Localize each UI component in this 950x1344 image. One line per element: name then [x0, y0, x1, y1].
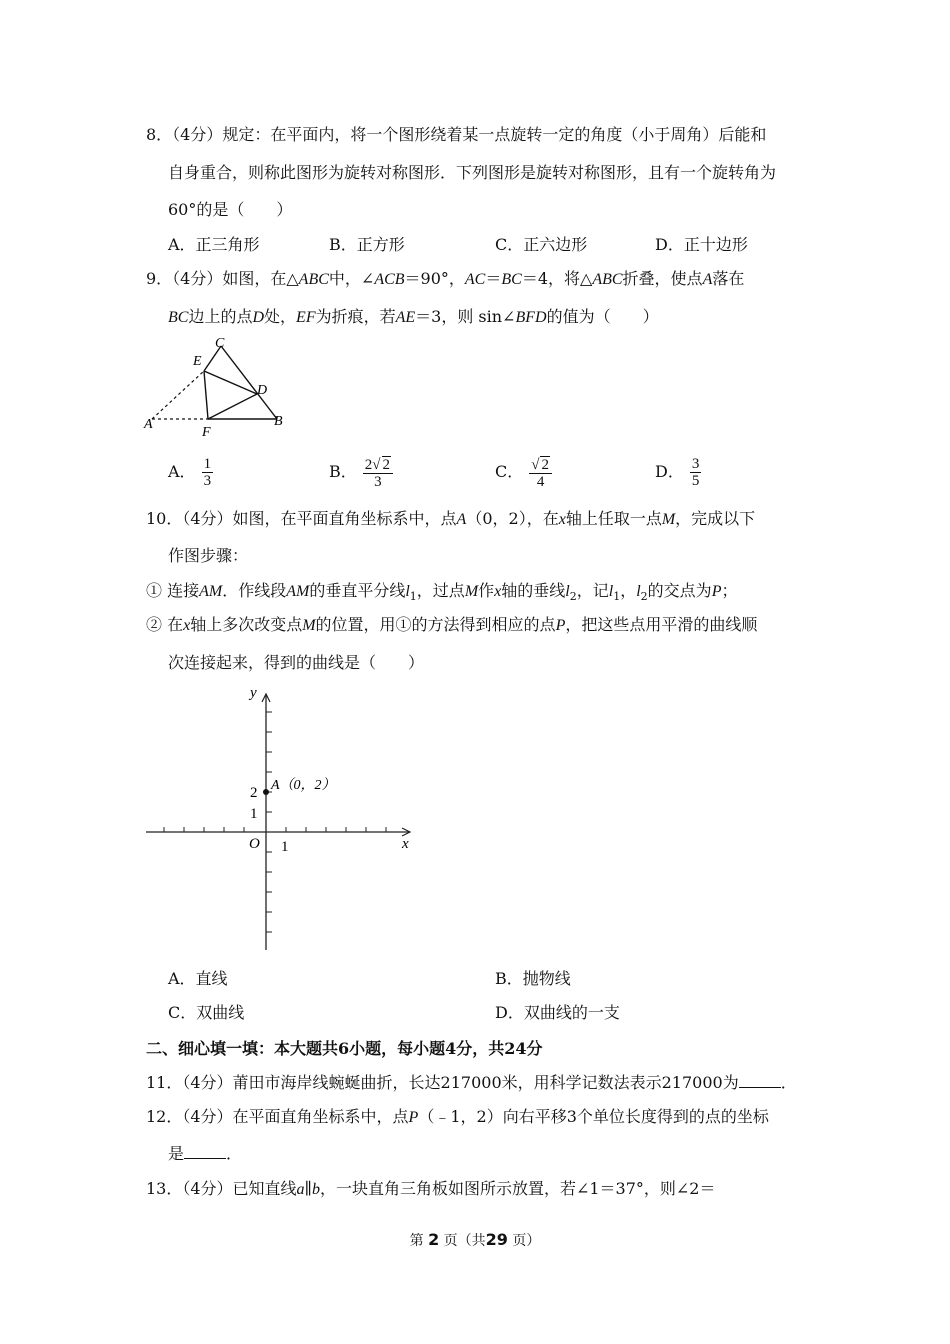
q8-line2: 自身重合，则称此图形为旋转对称图形．下列图形是旋转对称图形，且有一个旋转角为	[168, 163, 777, 182]
q12-line1: 12．（4分）在平面直角坐标系中，点P（﹣1，2）向右平移3个单位长度得到的点的坐标	[146, 1107, 769, 1126]
section-2-heading: 二、细心填一填：本大题共6小题，每小题4分，共24分	[146, 1039, 543, 1058]
q11-line1: 11．（4分）莆田市海岸线蜿蜒曲折，长达217000米，用科学记数法表示217000为 ．	[146, 1073, 797, 1092]
page-number: 2	[428, 1230, 440, 1249]
crease-ef	[204, 371, 208, 419]
y-tick-label-1: 1	[250, 806, 258, 822]
q8-line3: 60°的是（ ）	[168, 200, 293, 219]
q9-triangle-figure	[140, 335, 290, 440]
q10-option-d: D．双曲线的一支	[495, 1003, 620, 1022]
total-pages: 29	[485, 1230, 508, 1249]
q13-line1: 13．（4分）已知直线a∥b，一块直角三角板如图所示放置，若∠1＝37°，则∠2＝	[146, 1179, 716, 1198]
x-tick-label-1: 1	[281, 839, 289, 855]
label-b: B	[274, 414, 283, 429]
q9-option-b: B． $\frac{2√ 2}{3}$	[329, 452, 393, 492]
q10-option-a: A．直线	[168, 969, 228, 988]
q9-line2: BC边上的点D处，EF为折痕，若AE＝3，则 sin∠BFD的值为（ ）	[168, 307, 659, 326]
point-a-label: A（0，2）	[271, 778, 336, 793]
label-a: A	[144, 417, 153, 432]
q8-option-d: D．正十边形	[655, 235, 748, 254]
label-d: D	[257, 383, 268, 398]
q10-option-b: B．抛物线	[495, 969, 571, 988]
y-tick-label-2: 2	[250, 785, 258, 801]
q12-line2: 是 ．	[168, 1144, 243, 1163]
q10-step1: ① 连接AM．作线段AM的垂直平分线$l_1$，过点M作x轴的垂线$l_2$，记$l_1$，$l_2$的交点为P；	[146, 581, 738, 604]
q9-line1: 9．（4分）如图，在△ABC中，∠ACB＝90°，AC＝BC＝4，将△ABC折叠，使点A落在	[146, 269, 745, 288]
x-axis-label: x	[402, 836, 409, 852]
fold-line-ae	[152, 371, 204, 419]
q10-step2-line2: 次连接起来，得到的曲线是（ ）	[168, 653, 425, 672]
label-e: E	[193, 354, 202, 369]
segment-fd	[208, 394, 257, 419]
q10-step2: ② 在x轴上多次改变点M的位置，用①的方法得到相应的点P，把这些点用平滑的曲线顺	[146, 615, 758, 634]
q12-answer-blank	[184, 1144, 226, 1159]
point-a	[263, 789, 269, 795]
q10-line2: 作图步骤：	[168, 546, 249, 565]
origin-label: O	[249, 836, 260, 852]
q8-option-c: C．正六边形	[495, 235, 588, 254]
q11-answer-blank	[739, 1073, 781, 1088]
label-c: C	[215, 336, 225, 351]
q10-line1: 10．（4分）如图，在平面直角坐标系中，点A（0，2），在x轴上任取一点M，完成以下	[146, 509, 756, 528]
q8-option-b: B．正方形	[329, 235, 405, 254]
q9-option-c: C． $\frac{√ 2}{4}$	[495, 452, 552, 492]
page-footer: 第 2 页（共29 页）	[409, 1230, 541, 1249]
y-axis-ticks	[266, 712, 272, 932]
q10-option-c: C．双曲线	[168, 1003, 245, 1022]
q8-line1: 8．（4分）规定：在平面内，将一个图形绕着某一点旋转一定的角度（小于周角）后能和	[146, 125, 767, 144]
q10-coordinate-figure	[140, 680, 425, 955]
y-axis-label: y	[250, 685, 257, 701]
x-axis-ticks	[164, 827, 386, 832]
label-f: F	[202, 425, 211, 440]
q9-option-a: A． $\frac{1}{3}$	[168, 456, 212, 489]
q8-option-a: A．正三角形	[168, 235, 260, 254]
q9-option-d: D． $\frac{3}{5}$	[655, 456, 700, 489]
